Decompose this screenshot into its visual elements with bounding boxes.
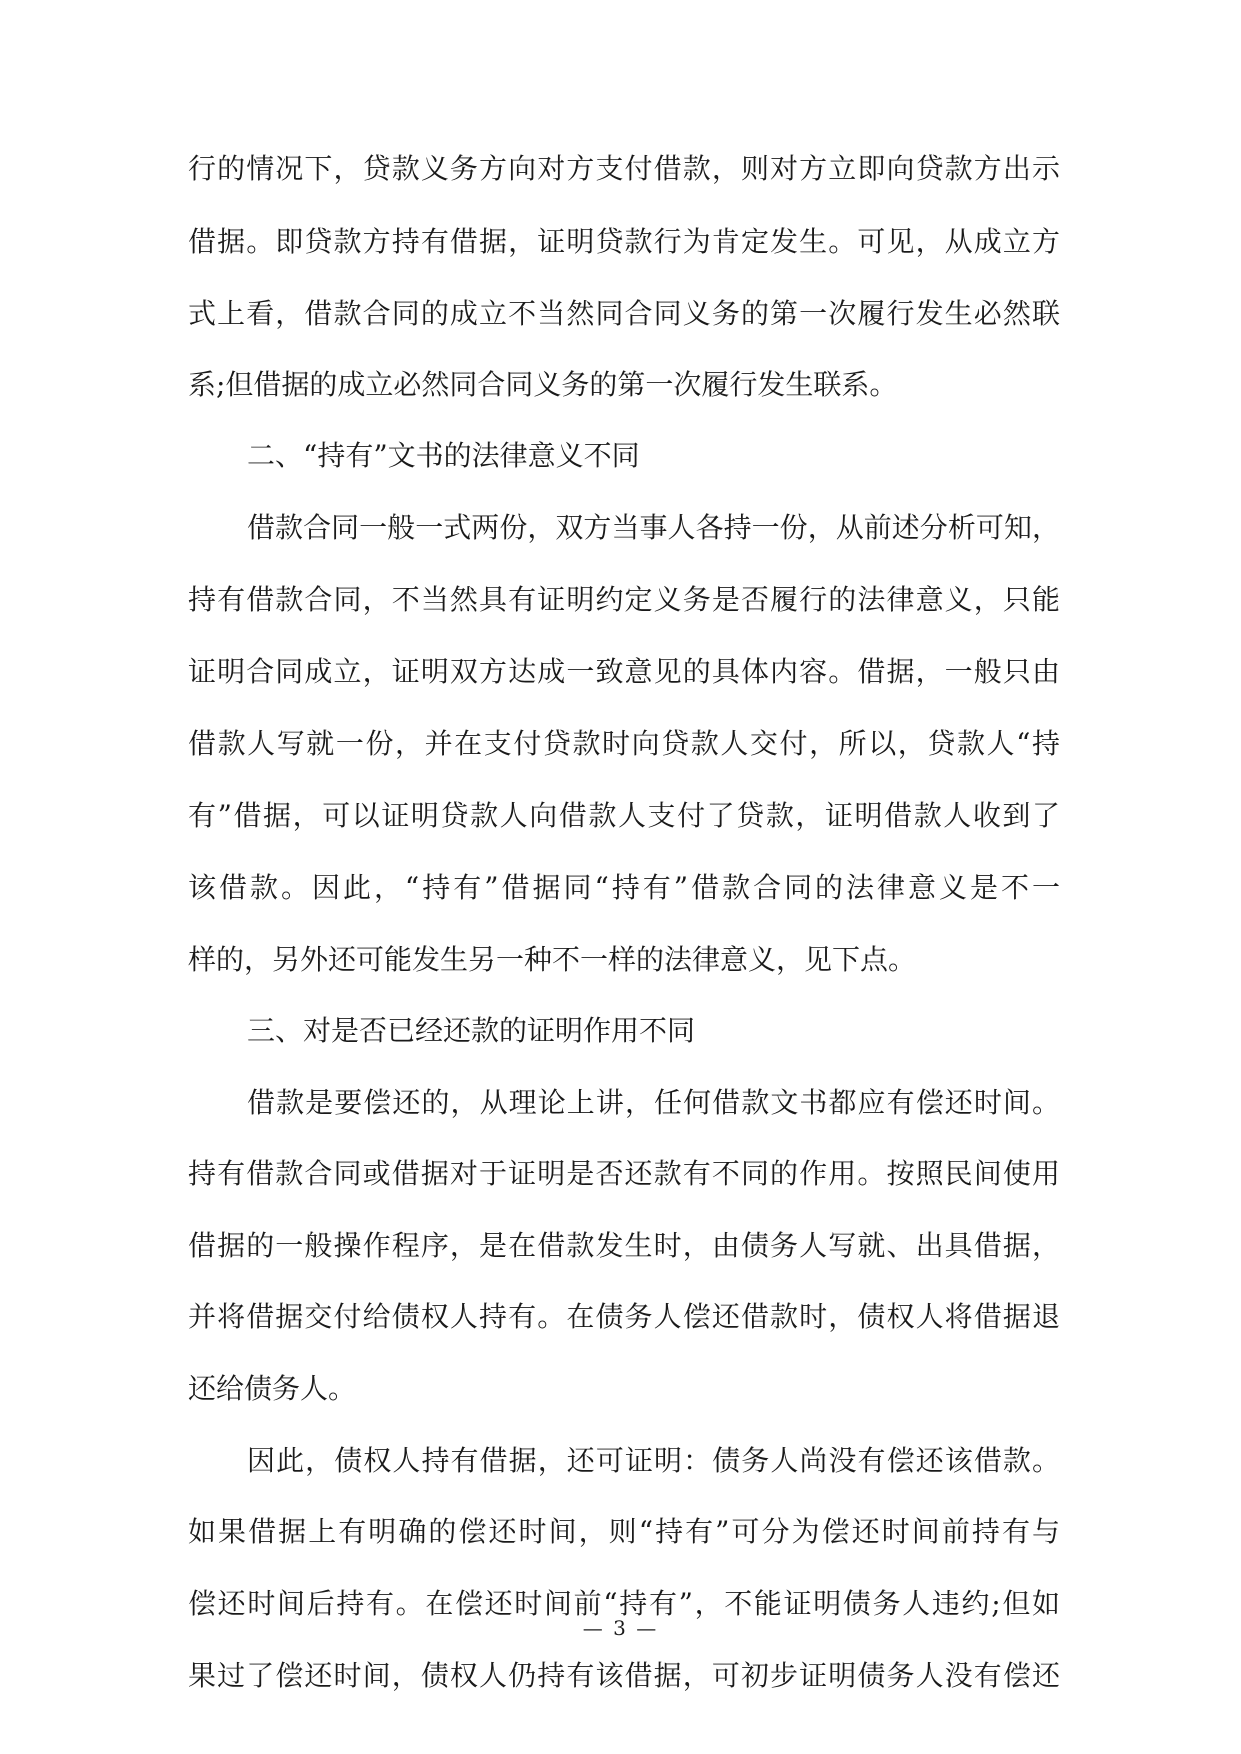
body-text-line: 式上看，借款合同的成立不当然同合同义务的第一次履行发生必然联 bbox=[188, 297, 1060, 330]
body-text-line: 借款人写就一份，并在支付贷款时向贷款人交付，所以，贷款人“持 bbox=[188, 727, 1060, 760]
body-text-line: 样的，另外还可能发生另一种不一样的法律意义，见下点。 bbox=[188, 943, 917, 976]
body-text-line: 行的情况下，贷款义务方向对方支付借款，则对方立即向贷款方出示 bbox=[188, 152, 1060, 185]
body-text-line: 借款合同一般一式两份，双方当事人各持一份，从前述分析可知， bbox=[247, 511, 1060, 544]
body-text-line: 系;但借据的成立必然同合同义务的第一次履行发生联系。 bbox=[188, 368, 898, 401]
body-text-line: 如果借据上有明确的偿还时间，则“持有”可分为偿还时间前持有与 bbox=[188, 1515, 1060, 1548]
body-text-line: 果过了偿还时间，债权人仍持有该借据，可初步证明债务人没有偿还 bbox=[188, 1659, 1060, 1692]
body-text-line: 借据。即贷款方持有借据，证明贷款行为肯定发生。可见，从成立方 bbox=[188, 225, 1060, 258]
section-heading: 三、对是否已经还款的证明作用不同 bbox=[247, 1014, 696, 1047]
body-text-line: 并将借据交付给债权人持有。在债务人偿还借款时，债权人将借据退 bbox=[188, 1300, 1060, 1333]
body-text-line: 证明合同成立，证明双方达成一致意见的具体内容。借据，一般只由 bbox=[188, 655, 1060, 688]
body-text-line: 借据的一般操作程序，是在借款发生时，由债务人写就、出具借据， bbox=[188, 1229, 1060, 1262]
body-text-line: 持有借款合同或借据对于证明是否还款有不同的作用。按照民间使用 bbox=[188, 1157, 1060, 1190]
body-text-line: 有”借据，可以证明贷款人向借款人支付了贷款，证明借款人收到了 bbox=[188, 799, 1060, 832]
body-text-line: 持有借款合同，不当然具有证明约定义务是否履行的法律意义，只能 bbox=[188, 583, 1060, 616]
body-text-line: 偿还时间后持有。在偿还时间前“持有”，不能证明债务人违约;但如 bbox=[188, 1587, 1060, 1620]
page-number: — 3 — bbox=[582, 1616, 659, 1640]
body-text-line: 还给债务人。 bbox=[188, 1372, 357, 1405]
body-text-line: 该借款。因此，“持有”借据同“持有”借款合同的法律意义是不一 bbox=[188, 871, 1060, 904]
body-text-line: 借款是要偿还的，从理论上讲，任何借款文书都应有偿还时间。 bbox=[247, 1086, 1060, 1119]
section-heading: 二、“持有”文书的法律意义不同 bbox=[247, 439, 640, 472]
body-text-line: 因此，债权人持有借据，还可证明：债务人尚没有偿还该借款。 bbox=[247, 1444, 1060, 1477]
